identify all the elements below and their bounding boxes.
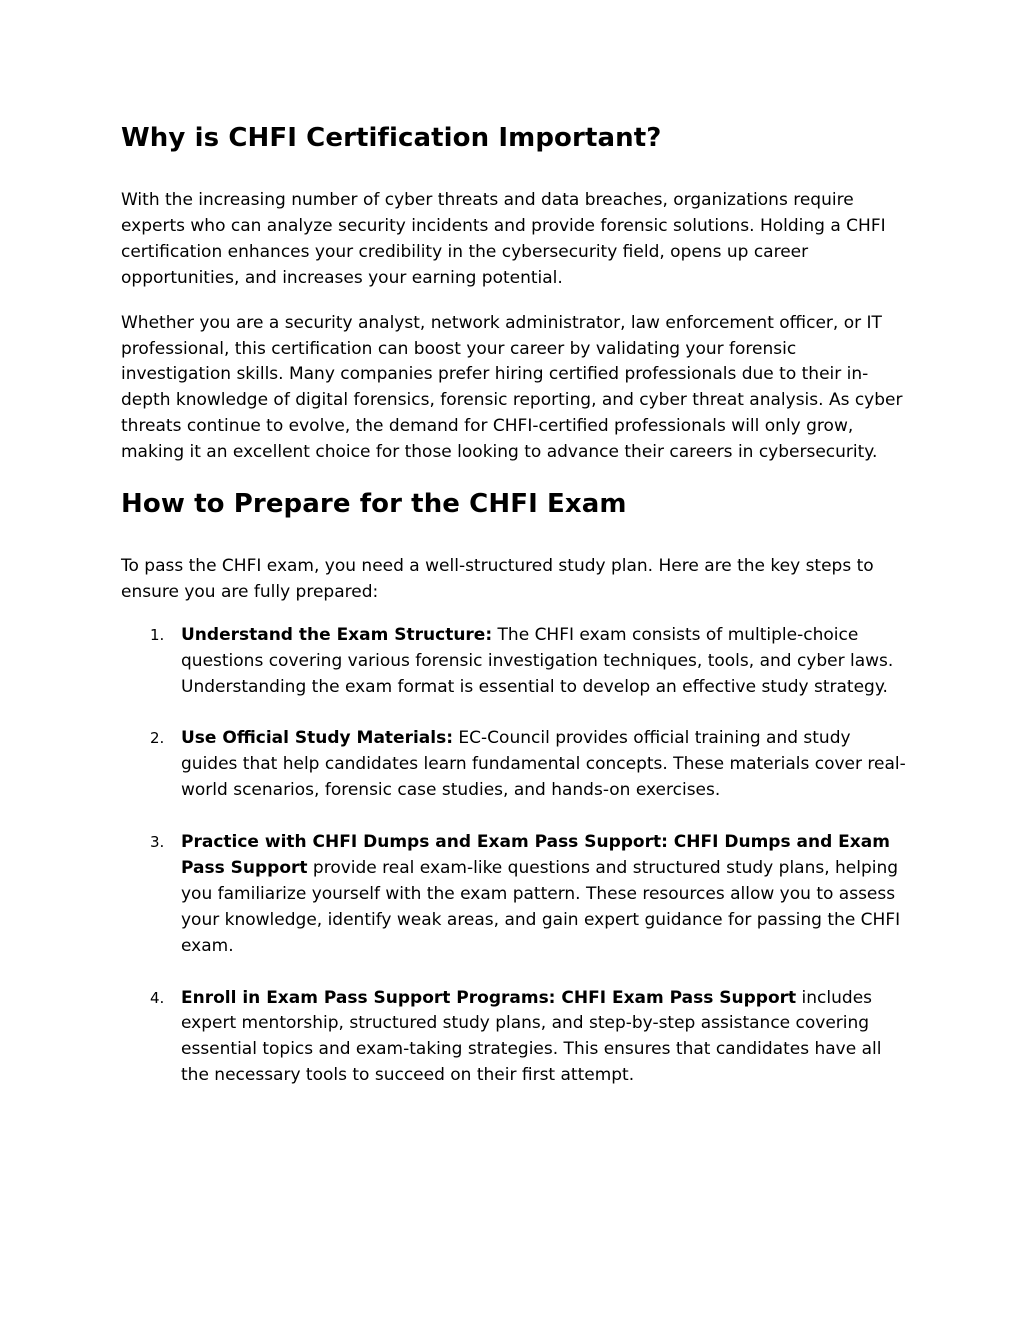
paragraph-importance-1: With the increasing number of cyber threats and data breaches, organizations require experts who can analyze security incidents and provide forensic solutions. Holding a CHFI certification enhances your credibility in the cybersecurity field, opens up career opportunities, and increases your earning potential. [121,190,886,288]
list-number: 3. [150,833,165,852]
section-heading-importance: Why is CHFI Certification Important? [121,123,662,153]
step-title: Practice with CHFI Dumps and Exam Pass Support: CHFI Dumps and Exam Pass Support [181,832,890,878]
preparation-steps-list [121,623,909,1089]
step-text: The CHFI exam consists of multiple-choice questions covering various forensic investigation techniques, tools, and cyber laws. Understanding the exam format is essential to develop an effective study strategy. [181,624,894,697]
section-heading-preparation: How to Prepare for the CHFI Exam [121,489,627,520]
step-text: includes expert mentorship, structured study plans, and step-by-step assistance covering essential topics and exam-taking strategies. This ensures that candidates have all the necessary tools to succeed on their first attempt. [181,987,882,1086]
paragraph-preparation-intro: To pass the CHFI exam, you need a well-structured study plan. Here are the key steps to ensure you are fully prepared: [121,556,874,602]
list-item-step-3 [121,830,909,960]
step-title: Enroll in Exam Pass Support Programs: CHFI Exam Pass Support [181,987,797,1008]
list-number: 4. [150,988,165,1007]
step-title: Use Official Study Materials: [181,728,454,749]
list-number: 2. [150,729,165,748]
step-text: EC-Council provides official training and study guides that help candidates learn fundamental concepts. These materials cover real-world scenarios, forensic case studies, and hands-on exercises. [181,728,906,801]
document-page [121,118,909,1115]
list-item-step-2 [121,726,909,804]
list-item-step-1 [121,623,909,701]
step-title: Understand the Exam Structure: [181,624,493,645]
list-item-step-4 [121,986,909,1090]
paragraph-importance-2: Whether you are a security analyst, network administrator, law enforcement officer, or IT professional, this certification can boost your career by validating your forensic investigation skills. Many companies prefer hiring certified professionals due to their in-depth knowledge of digital forensics, forensic reporting, and cyber threat analysis. As cyber threats continue to evolve, the demand for CHFI-certified professionals will only grow, making it an excellent choice for those looking to advance their careers in cybersecurity. [121,312,903,463]
step-text: provide real exam-like questions and structured study plans, helping you familiarize yourself with the exam pattern. These resources allow you to assess your knowledge, identify weak areas, and gain expert guidance for passing the CHFI exam. [181,858,901,956]
list-number: 1. [150,625,165,644]
